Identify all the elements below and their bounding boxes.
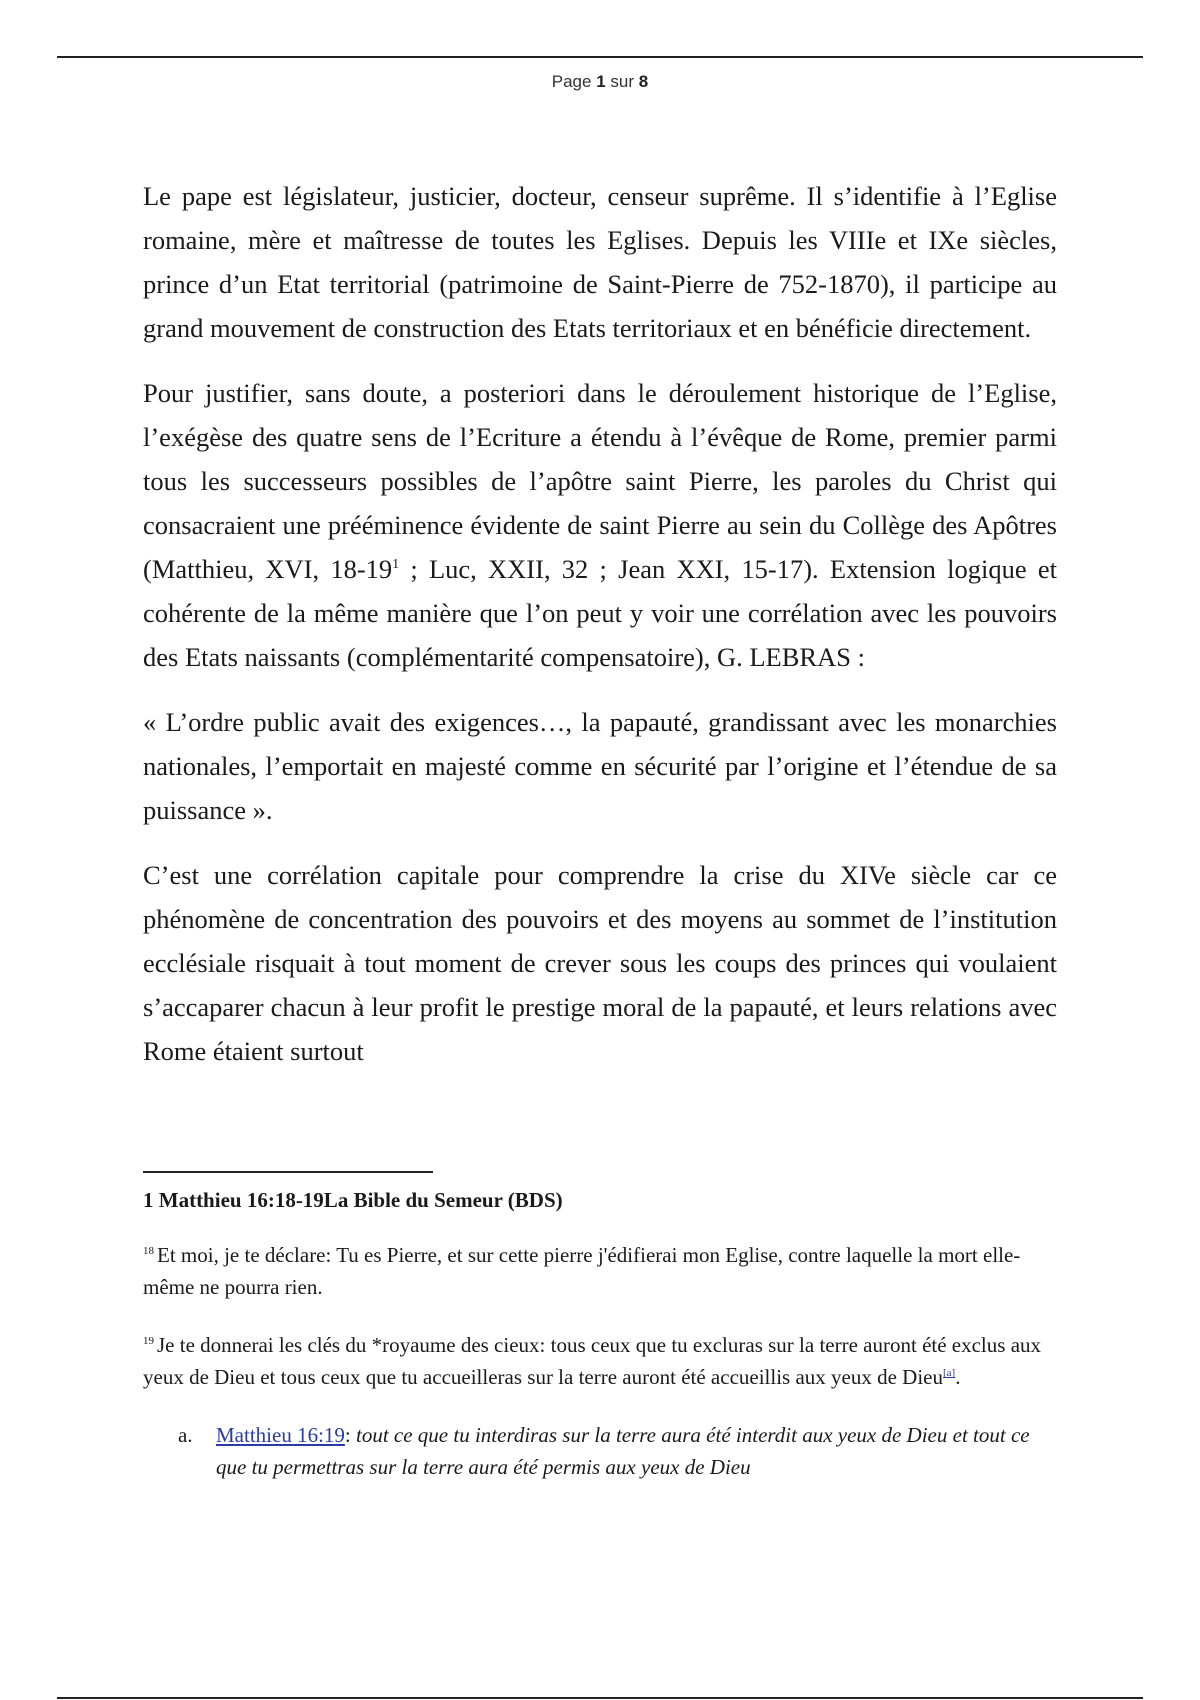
paragraph-2 xyxy=(143,371,1057,679)
paragraph-2-text-a: Pour justifier, sans doute, a posteriori dans le déroulement historique de l’Eglise, l’exégèse des quatre sens de l’Ecriture a étendu à l’évêque de Rome, premier parmi tous les successeurs possibles de l’apôtre saint Pierre, les paroles du Christ qui consacraient une prééminence évidente de saint Pierre au sein du Collège des Apôtres (Matthieu, XVI, 18-19 xyxy=(143,378,1057,584)
verse-19-text: Je te donnerai les clés du *royaume des cieux: tous ceux que tu excluras sur la terre auront été exclus aux yeux de Dieu et tous ceux que tu accueilleras sur la terre auront été accueillis aux yeux de Dieu xyxy=(143,1333,1042,1389)
verse-18-text: Et moi, je te déclare: Tu es Pierre, et sur cette pierre j'édifierai mon Eglise, contre laquelle la mort elle-même ne pourra rien. xyxy=(143,1243,1021,1299)
page-current: 1 xyxy=(596,72,606,91)
note-marker: a. xyxy=(178,1423,193,1447)
page-mid: sur xyxy=(610,72,635,91)
paragraph-4: C’est une corrélation capitale pour comprendre la crise du XIVe siècle car ce phénomène de concentration des pouvoirs et des moyens au sommet de l’institution ecclésiale risquait à tout moment de crever sous les coups des princes qui voulaient s’accaparer chacun à leur profit le prestige moral de la papauté, et leurs relations avec Rome étaient surtout xyxy=(143,860,1057,1066)
verse-19-number: 19 xyxy=(143,1335,154,1347)
page-prefix: Page xyxy=(551,72,592,91)
verse-19-end: . xyxy=(955,1365,961,1389)
note-scripture-link[interactable]: Matthieu 16:19 xyxy=(216,1423,345,1447)
paragraph-3-quote: « L’ordre public avait des exigences…, la papauté, grandissant avec les monarchies nationales, l’emportait en majesté comme en sécurité par l’origine et l’étendue de sa puissance ». xyxy=(143,707,1057,825)
footnote-verse-19 xyxy=(143,1329,1057,1393)
verse-18-number: 18 xyxy=(143,1245,154,1257)
page-total: 8 xyxy=(638,72,649,91)
paragraph-1: Le pape est législateur, justicier, docteur, censeur suprême. Il s’identifie à l’Eglise romaine, mère et maîtresse de toutes les Eglises. Depuis les VIIIe et IXe siècles, prince d’un Etat territorial (patrimoine de Saint-Pierre de 752-1870), il participe au grand mouvement de construction des Etats territoriaux et en bénéficie directement. xyxy=(143,181,1057,343)
footnote-reference-1[interactable]: 1 xyxy=(392,557,400,573)
footnote-note-a xyxy=(143,1419,1057,1483)
footnote-verse-18 xyxy=(143,1239,1057,1303)
verse-19-note-link[interactable]: [a] xyxy=(943,1367,956,1379)
page-number-header xyxy=(0,72,1200,92)
footnote-separator xyxy=(143,1171,433,1173)
footnote-title: 1 Matthieu 16:18-19La Bible du Semeur (BDS) xyxy=(143,1188,563,1212)
note-body xyxy=(216,1419,1057,1483)
document-body xyxy=(143,174,1057,1094)
header-rule xyxy=(57,56,1143,58)
footer-rule xyxy=(57,1697,1143,1699)
note-text: tout ce que tu interdiras sur la terre aura été interdit aux yeux de Dieu et tout ce que tu permettras sur la terre aura été permis aux yeux de Dieu xyxy=(216,1423,1030,1479)
paragraph-2-text-b: ; Luc, XXII, 32 ; Jean XXI, 15-17). Extension logique et cohérente de la même manière que l’on peut y voir une corrélation avec les pouvoirs des Etats naissants (complémentarité compensatoire), G. LEBRAS : xyxy=(143,554,1057,672)
footnote-area xyxy=(143,1185,1057,1483)
note-colon: : xyxy=(344,1423,351,1447)
